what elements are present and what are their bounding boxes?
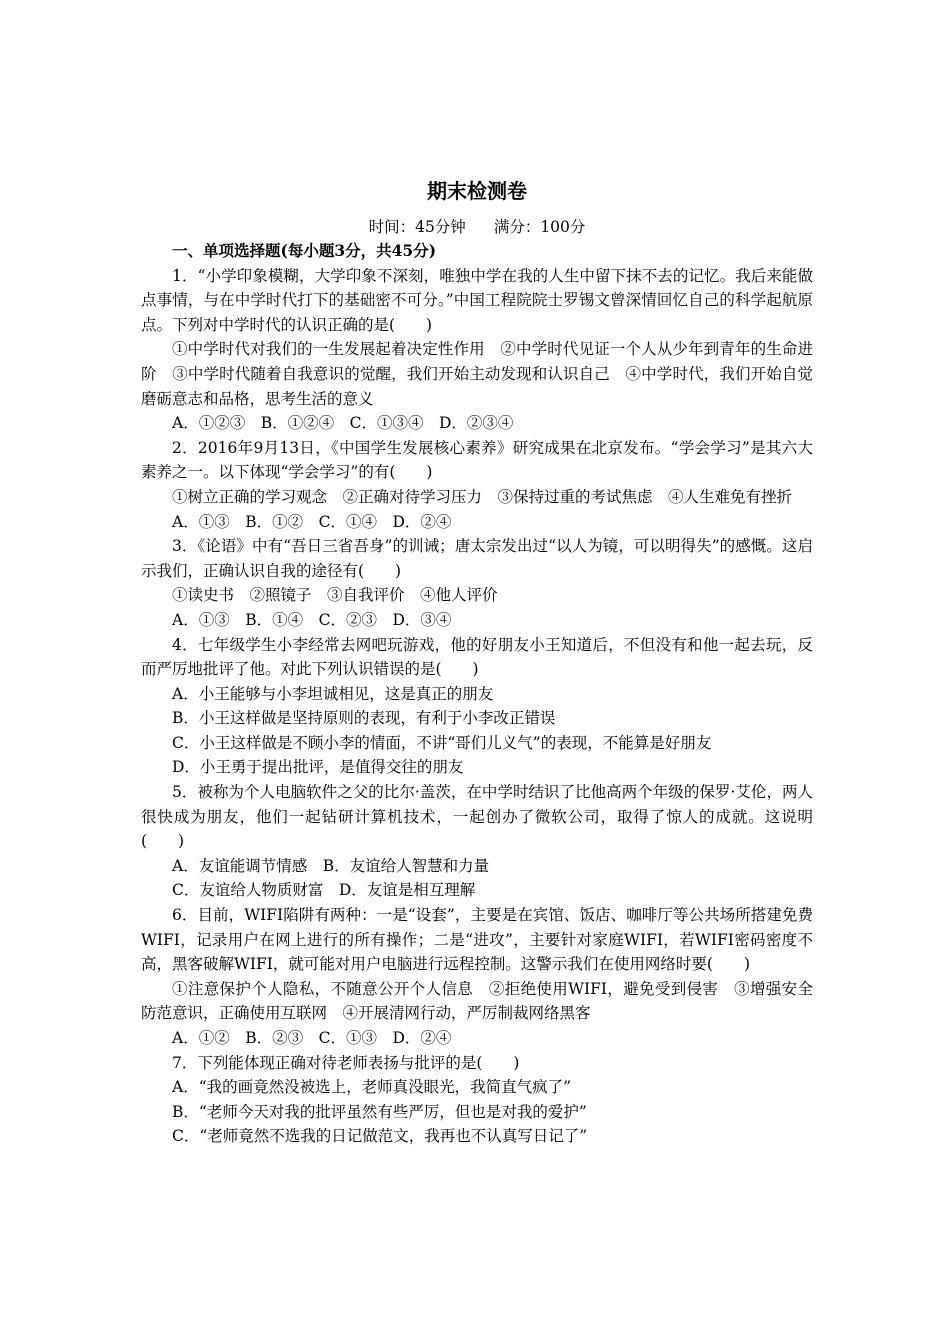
exam-meta	[141, 215, 813, 240]
score-label: 满分：100分	[493, 218, 586, 236]
option-b: B．小王这样做是坚持原则的表现，有利于小李改正错误	[172, 709, 556, 728]
question-options: A．①② B．②③ C．①③ D．②④	[172, 1029, 452, 1047]
page-title: 期末检测卷	[427, 179, 527, 203]
section-title: 一、单项选择题(每小题3分，共45分)	[172, 241, 437, 260]
question-options: A．①②③ B．①②④ C．①③④ D．②③④	[172, 414, 514, 433]
option-a: A．“我的画竟然没被选上，老师真没眼光，我简直气疯了”	[172, 1078, 572, 1097]
question-stem: 7．下列能体现正确对待老师表扬与批评的是( )	[172, 1053, 520, 1072]
option-b: B．“老师今天对我的批评虽然有些严厉，但也是对我的爱护”	[172, 1102, 587, 1121]
question-stem: 2．2016年9月13日，《中国学生发展核心素养》研究成果在北京发布。“学会学习”是其六大素养之一。以下体现“学会学习”的有( )	[141, 438, 813, 482]
options-ab: A．友谊能调节情感 B．友谊给人智慧和力量	[172, 856, 490, 875]
question-options: A．①③ B．①④ C．②③ D．③④	[172, 610, 452, 629]
time-label: 时间：45分钟	[368, 218, 466, 236]
question-items: ①中学时代对我们的一生发展起着决定性作用 ②中学时代见证一个人从少年到青年的生命进阶 ③中学时代随着自我意识的觉醒，我们开始主动发现和认识自己 ④中学时代，我们开始自觉磨砺意志和品格，思考生活的意义	[141, 340, 813, 408]
question-items: ①注意保护个人隐私，不随意公开个人信息 ②拒绝使用WIFI，避免受到侵害 ③增强安全防范意识，正确使用互联网 ④开展清网行动，严厉制裁网络黑客	[141, 979, 813, 1023]
question-stem: 5．被称为个人电脑软件之父的比尔·盖茨，在中学时结识了比他高两个年级的保罗·艾伦，两人很快成为朋友，他们一起钻研计算机技术，一起创办了微软公司，取得了惊人的成就。这说明( )	[141, 783, 813, 851]
question-stem: 1．“小学印象模糊，大学印象不深刻，唯独中学在我的人生中留下抹不去的记忆。我后来能做点事情，与在中学时代打下的基础密不可分。”中国工程院院士罗锡文曾深情回忆自己的科学起航原点。下列对中学时代的认识正确的是( )	[141, 266, 813, 334]
question-items: ①读史书 ②照镜子 ③自我评价 ④他人评价	[172, 586, 498, 605]
question-options: A．①③ B．①② C．①④ D．②④	[172, 512, 452, 531]
question-stem: 3．《论语》中有“吾日三省吾身”的训诫；唐太宗发出过“以人为镜，可以明得失”的感慨。这启示我们，正确认识自我的途径有( )	[141, 537, 813, 580]
question-stem: 4．七年级学生小李经常去网吧玩游戏，他的好朋友小王知道后，不但没有和他一起去玩，反而严厉地批评了他。对此下列认识错误的是( )	[141, 635, 813, 679]
option-a: A．小王能够与小李坦诚相见，这是真正的朋友	[172, 684, 494, 703]
option-c: C．“老师竟然不选我的日记做范文，我再也不认真写日记了”	[172, 1127, 588, 1146]
option-c: C．小王这样做是不顾小李的情面，不讲“哥们儿义气”的表现，不能算是好朋友	[172, 733, 712, 752]
option-d: D．小王勇于提出批评，是值得交往的朋友	[172, 758, 464, 777]
question-stem: 6．目前，WIFI陷阱有两种：一是“设套”，主要是在宾馆、饭店、咖啡厅等公共场所搭建免费WIFI，记录用户在网上进行的所有操作；二是“进攻”，主要针对家庭WIFI，若WIFI密码密度不高，黑客破解WIFI，就可能对用户电脑进行远程控制。这警示我们在使用网络时要( )	[141, 906, 813, 974]
options-cd: C．友谊给人物质财富 D．友谊是相互理解	[172, 881, 476, 900]
exam-body	[141, 239, 813, 1149]
question-items: ①树立正确的学习观念 ②正确对待学习压力 ③保持过重的考试焦虑 ④人生难免有挫折	[172, 487, 793, 506]
